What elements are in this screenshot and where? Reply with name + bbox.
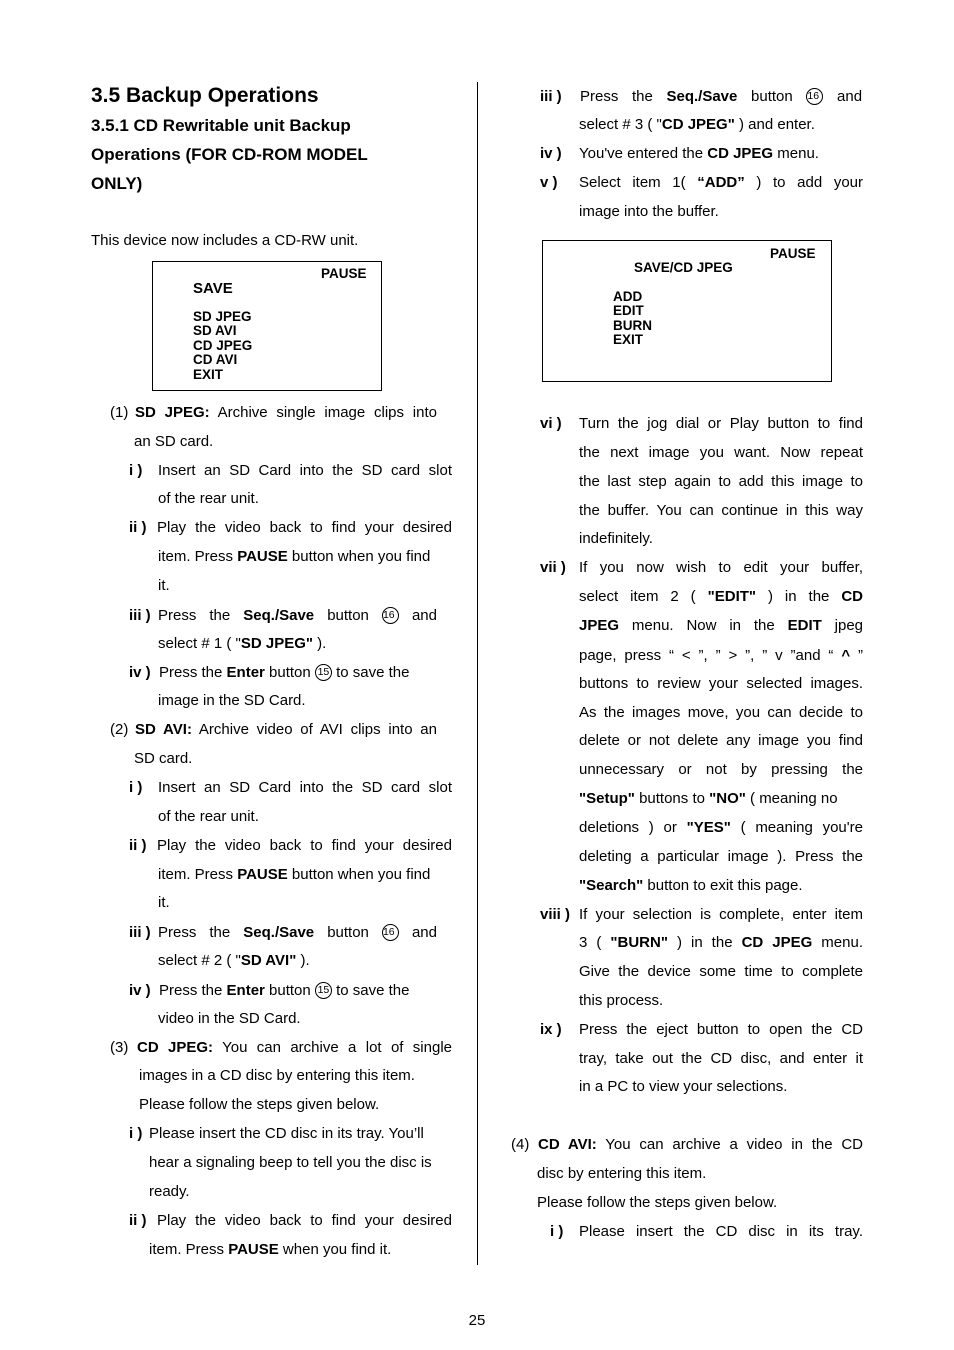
item-text: You can archive a video in the CD	[605, 1136, 863, 1153]
step-text: select # 2 ( "SD AVI" ).	[158, 952, 310, 969]
menu-title: SAVE/CD JPEG	[634, 260, 733, 275]
step-text: indefinitely.	[579, 530, 653, 547]
circled-number-icon: 16	[382, 607, 399, 624]
subsection-title	[91, 111, 368, 198]
step-text: Press the Seq./Save button 16 and	[580, 88, 863, 105]
intro-text: This device now includes a CD-RW unit.	[91, 232, 359, 249]
menu-item: SD AVI	[193, 323, 237, 338]
item-number: (3)	[110, 1039, 129, 1056]
menu-item: BURN	[613, 318, 652, 333]
step-text: item. Press PAUSE button when you find	[158, 866, 431, 883]
step-label: ix )	[540, 1021, 562, 1038]
step-text: this process.	[579, 992, 664, 1009]
step-text: "Search" button to exit this page.	[579, 877, 803, 894]
subsection-title-line: Operations (FOR CD-ROM MODEL	[91, 145, 368, 164]
item-text: Please follow the steps given below.	[139, 1096, 380, 1113]
step-text: page, press “ < ”, ” > ”, ” v ”and “ ^ ”	[579, 647, 863, 664]
pause-status: PAUSE	[321, 266, 367, 281]
step-text: Please insert the CD disc in its tray.	[579, 1223, 863, 1240]
step-text: it.	[158, 577, 170, 594]
step-label: iii )	[129, 924, 151, 941]
step-text: buttons to review your selected images.	[579, 675, 863, 692]
step-label: vi )	[540, 415, 562, 432]
step-text: "Setup" buttons to "NO" ( meaning no	[579, 790, 838, 807]
step-text: tray, take out the CD disc, and enter it	[579, 1050, 863, 1067]
step-text: Insert an SD Card into the SD card slot	[158, 779, 452, 796]
menu-item: EXIT	[193, 367, 224, 382]
step-text: Press the Seq./Save button 16 and	[158, 924, 437, 941]
step-text: video in the SD Card.	[158, 1010, 301, 1027]
step-text: Give the device some time to complete	[579, 963, 863, 980]
step-text: If you now wish to edit your buffer,	[579, 559, 863, 576]
column-divider	[477, 82, 478, 1265]
step-text: deleting a particular image ). Press the	[579, 848, 863, 865]
step-label: iii )	[129, 607, 151, 624]
step-text: unnecessary or not by pressing the	[579, 761, 863, 778]
item-heading	[135, 720, 437, 740]
step-text: Play the video back to find your desired	[157, 1212, 452, 1229]
step-text: select item 2 ( "EDIT" ) in the CD	[579, 588, 863, 605]
step-text: item. Press PAUSE when you find it.	[149, 1241, 392, 1258]
step-label: i )	[129, 1125, 143, 1142]
menu-title: SAVE	[193, 280, 233, 297]
step-label: iv )	[129, 982, 151, 999]
item-number: (2)	[110, 721, 129, 738]
step-text: Play the video back to find your desired	[157, 519, 452, 536]
step-label: viii )	[540, 906, 571, 923]
section-title: 3.5 Backup Operations	[91, 84, 319, 107]
menu-item: EXIT	[613, 332, 644, 347]
step-text: select # 1 ( "SD JPEG" ).	[158, 635, 327, 652]
item-name: SD JPEG:	[135, 404, 210, 421]
step-text: Press the Seq./Save button 16 and	[158, 607, 437, 624]
item-text: images in a CD disc by entering this item.	[139, 1067, 415, 1084]
step-text: hear a signaling beep to tell you the disc is	[149, 1154, 432, 1171]
menu-item: SD JPEG	[193, 309, 252, 324]
step-label: v )	[540, 174, 558, 191]
item-number: (4)	[511, 1136, 530, 1153]
step-label: iv )	[129, 664, 151, 681]
menu-item: ADD	[613, 289, 643, 304]
item-number: (1)	[110, 404, 129, 421]
step-text: Play the video back to find your desired	[157, 837, 452, 854]
step-label: i )	[129, 462, 143, 479]
step-text: ready.	[149, 1183, 190, 1200]
item-text: Archive single image clips into	[217, 404, 437, 421]
step-text: 3 ( "BURN" ) in the CD JPEG menu.	[579, 934, 863, 951]
step-text: item. Press PAUSE button when you find	[158, 548, 431, 565]
step-text: Press the eject button to open the CD	[579, 1021, 863, 1038]
step-label: ii )	[129, 837, 147, 854]
step-label: iv )	[540, 145, 562, 162]
circled-number-icon: 16	[382, 924, 399, 941]
step-text: image into the buffer.	[579, 203, 719, 220]
circled-number-icon: 15	[315, 664, 332, 681]
item-name: CD AVI:	[538, 1136, 597, 1153]
step-text: of the rear unit.	[158, 808, 259, 825]
item-text: SD card.	[134, 750, 193, 767]
step-label: ii )	[129, 519, 147, 536]
subsection-title-line: ONLY)	[91, 174, 143, 193]
step-text: Select item 1( “ADD” ) to add your	[579, 174, 863, 191]
step-text: Insert an SD Card into the SD card slot	[158, 462, 452, 479]
page-number: 25	[468, 1312, 486, 1329]
item-text: You can archive a lot of single	[222, 1039, 452, 1056]
step-label: i )	[129, 779, 143, 796]
save-menu-box	[152, 261, 382, 391]
item-name: CD JPEG:	[137, 1039, 214, 1056]
step-text: the buffer. You can continue in this way	[579, 502, 863, 519]
step-label: ii )	[129, 1212, 147, 1229]
menu-item: CD AVI	[193, 352, 238, 367]
item-text: disc by entering this item.	[537, 1165, 707, 1182]
step-text: in a PC to view your selections.	[579, 1078, 788, 1095]
step-text: If your selection is complete, enter item	[579, 906, 863, 923]
item-name: SD AVI:	[135, 721, 192, 738]
item-heading	[538, 1135, 863, 1155]
step-text: Press the Enter button 15 to save the	[159, 664, 410, 681]
step-text: of the rear unit.	[158, 490, 259, 507]
save-cd-jpeg-menu-box	[542, 240, 832, 382]
item-text: Archive video of AVI clips into an	[198, 721, 437, 738]
step-text: delete or not delete any image you find	[579, 732, 863, 749]
step-text: Please insert the CD disc in its tray. You’ll	[149, 1125, 424, 1142]
step-text: the next image you want. Now repeat	[579, 444, 863, 461]
circled-number-icon: 15	[315, 982, 332, 999]
circled-number-icon: 16	[806, 88, 823, 105]
step-text: deletions ) or "YES" ( meaning you're	[579, 819, 863, 836]
step-text: it.	[158, 894, 170, 911]
item-heading	[137, 1038, 452, 1058]
step-label: iii )	[540, 88, 562, 105]
step-text: JPEG menu. Now in the EDIT jpeg	[579, 617, 864, 634]
step-text: select # 3 ( "CD JPEG" ) and enter.	[579, 116, 815, 133]
step-text: As the images move, you can decide to	[579, 704, 863, 721]
menu-item: CD JPEG	[193, 338, 253, 353]
step-label: i )	[550, 1223, 564, 1240]
item-text: Please follow the steps given below.	[537, 1194, 778, 1211]
step-text: Turn the jog dial or Play button to find	[579, 415, 863, 432]
subsection-title-line: 3.5.1 CD Rewritable unit Backup	[91, 116, 351, 135]
menu-item: EDIT	[613, 303, 644, 318]
item-heading	[135, 403, 437, 423]
step-text: Press the Enter button 15 to save the	[159, 982, 410, 999]
item-text: an SD card.	[134, 433, 214, 450]
step-text: You've entered the CD JPEG menu.	[579, 145, 819, 162]
step-label: vii )	[540, 559, 566, 576]
step-text: image in the SD Card.	[158, 692, 306, 709]
pause-status: PAUSE	[770, 246, 816, 261]
step-text: the last step again to add this image to	[579, 473, 863, 490]
